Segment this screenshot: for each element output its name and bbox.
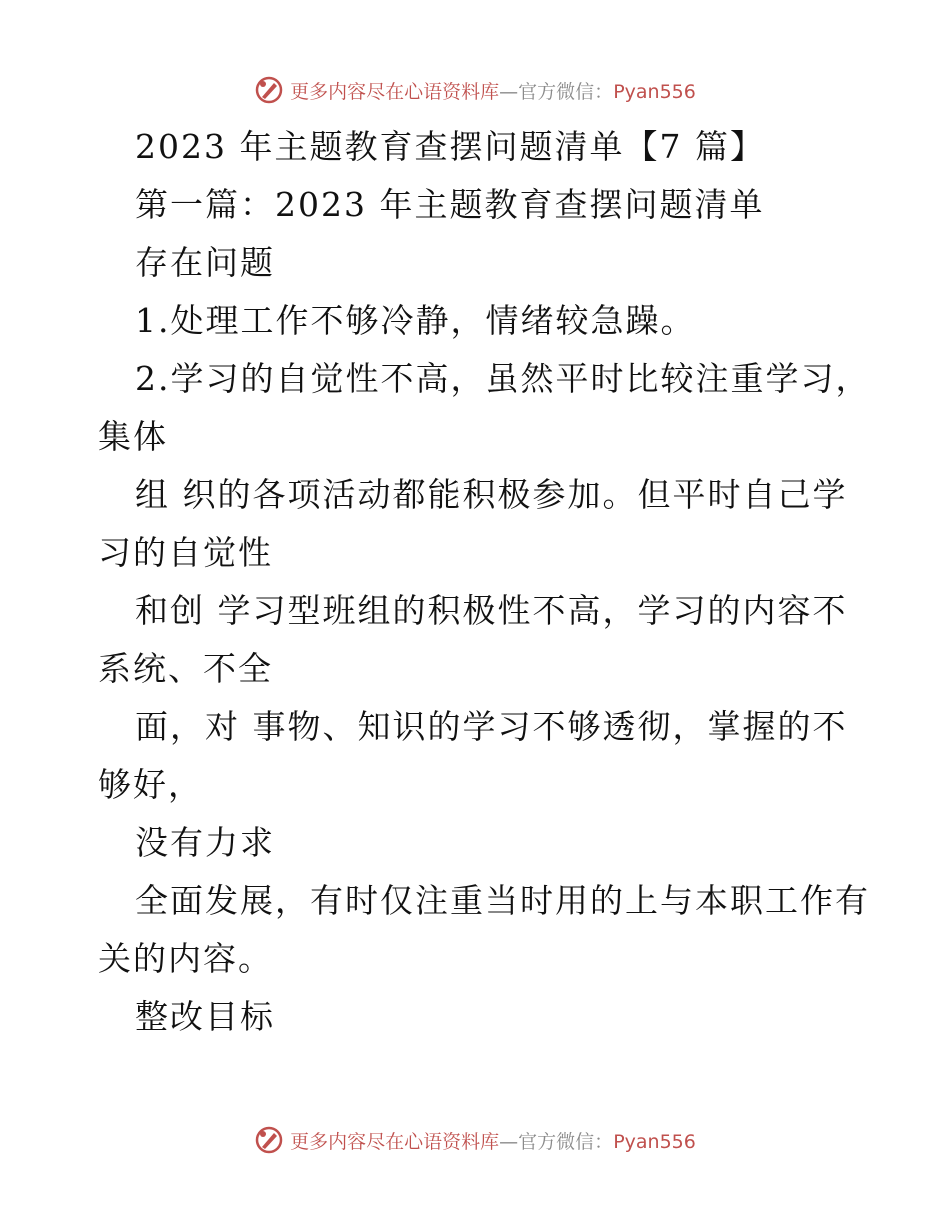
paragraph-line: 面，对 事物、知识的学习不够透彻，掌握的不 — [135, 707, 848, 746]
banner-main-text: 更多内容尽在心语资料库 — [290, 80, 500, 103]
paragraph-line: 集体 — [98, 417, 168, 456]
banner-separator: — — [499, 1130, 519, 1153]
pen-seal-logo-icon — [254, 75, 284, 105]
paragraph-line: 习的自觉性 — [98, 533, 273, 572]
paragraph-line: 够好， — [98, 765, 203, 804]
header-banner — [0, 70, 950, 110]
paragraph-line: 没有力求 — [135, 823, 275, 862]
pen-seal-logo-icon — [254, 1125, 284, 1155]
footer-banner — [0, 1120, 950, 1160]
banner-text — [290, 1127, 696, 1154]
banner-main-text: 更多内容尽在心语资料库 — [290, 1130, 500, 1153]
document-title: 2023 年主题教育查摆问题清单【7 篇】 — [135, 127, 765, 166]
banner-separator: — — [499, 80, 519, 103]
banner-wechat-id: Pyan556 — [613, 80, 696, 103]
paragraph-line: 2.学习的自觉性不高，虽然平时比较注重学习， — [135, 359, 871, 398]
section-heading-goals: 整改目标 — [135, 997, 275, 1036]
banner-official-label: 官方微信： — [518, 1130, 614, 1153]
paragraph-line: 全面发展，有时仅注重当时用的上与本职工作有 — [135, 881, 870, 920]
paragraph-line: 组 织的各项活动都能积极参加。但平时自己学 — [135, 475, 848, 514]
banner-wechat-id: Pyan556 — [613, 1130, 696, 1153]
document-body — [98, 118, 871, 1046]
banner-text — [290, 77, 696, 104]
paragraph-line: 和创 学习型班组的积极性不高，学习的内容不 — [135, 591, 848, 630]
section-heading-problems: 存在问题 — [135, 243, 275, 282]
banner-official-label: 官方微信： — [518, 80, 614, 103]
paragraph-line: 系统、不全 — [98, 649, 273, 688]
chapter-heading: 第一篇：2023 年主题教育查摆问题清单 — [135, 185, 765, 224]
paragraph-line: 1.处理工作不够冷静，情绪较急躁。 — [135, 301, 696, 340]
paragraph-line: 关的内容。 — [98, 939, 273, 978]
